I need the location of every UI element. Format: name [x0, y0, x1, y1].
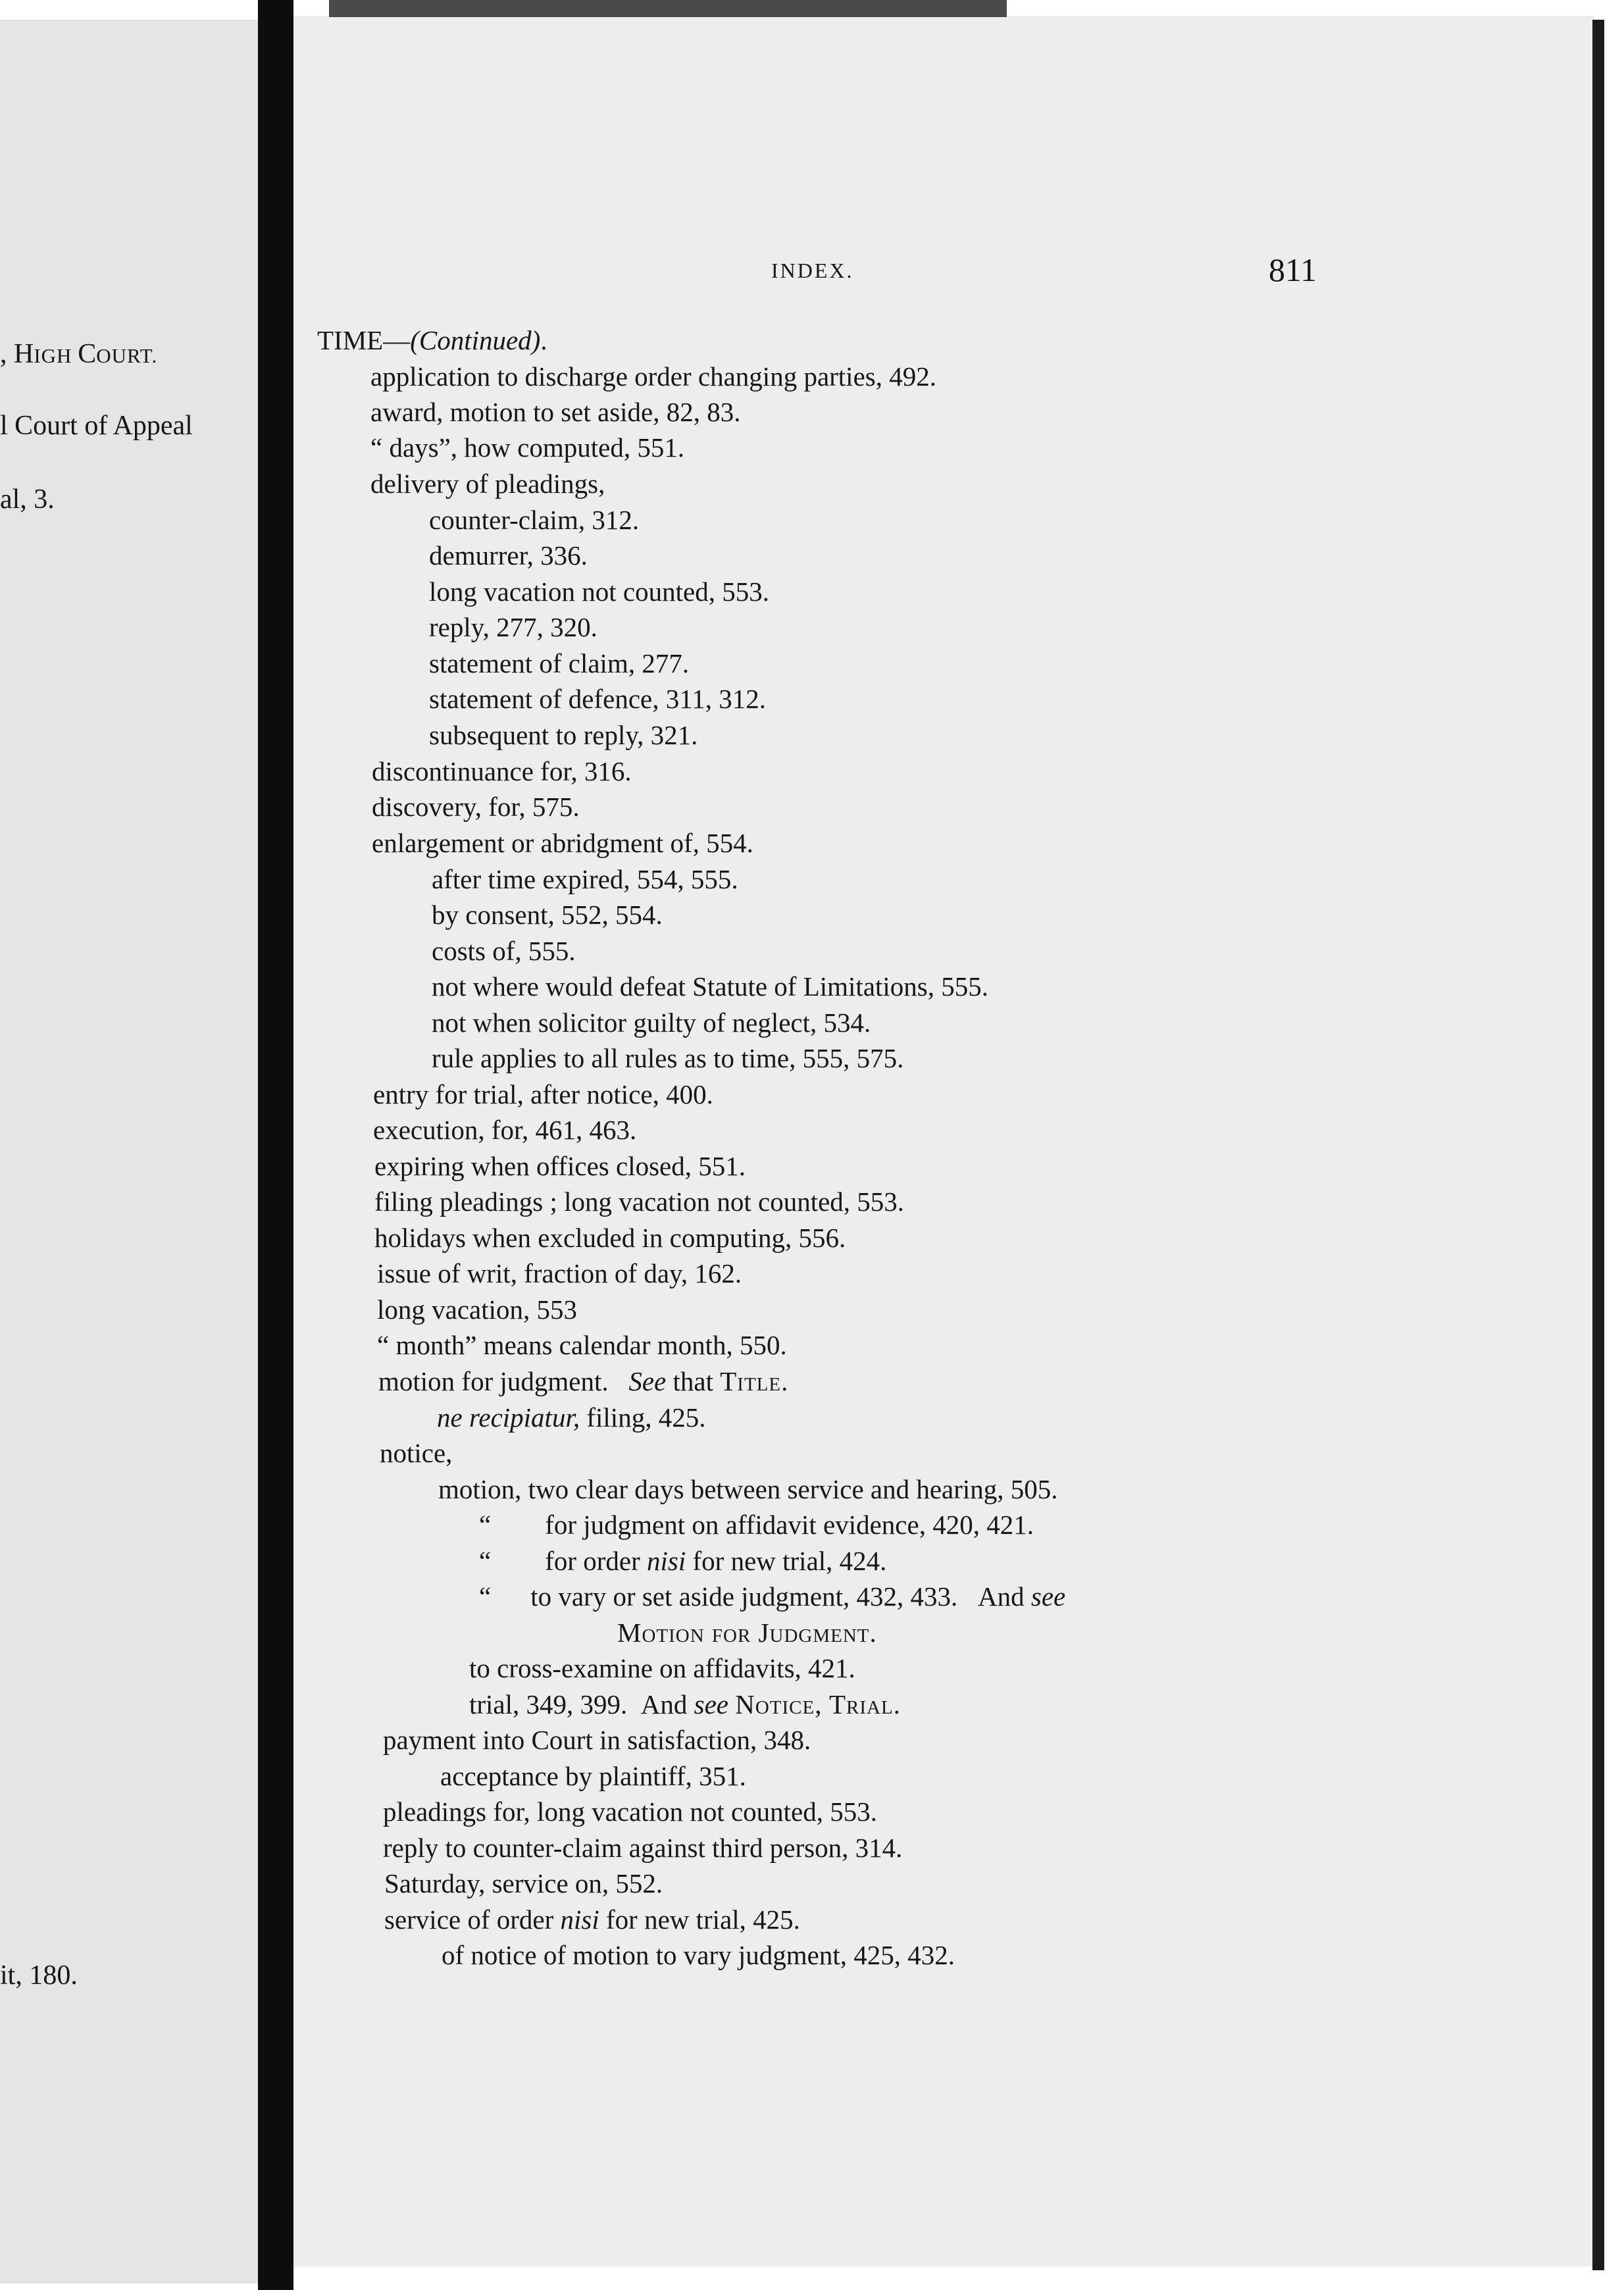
page-number: 811 — [1269, 251, 1317, 288]
index-entry: filing pleadings ; long vacation not counted, 553. — [374, 1186, 905, 1217]
index-subentry — [479, 1548, 886, 1575]
page-edge-shadow — [1592, 20, 1604, 2270]
index-entry: award, motion to set aside, 82, 83. — [370, 397, 741, 427]
page-top-shadow — [329, 0, 1007, 17]
latin-term: nisi — [647, 1546, 686, 1576]
index-entry: payment into Court in satisfaction, 348. — [383, 1725, 811, 1755]
entry-text: for order — [545, 1546, 640, 1576]
cross-reference-title: Title. — [720, 1366, 789, 1396]
facing-page-fragment: it, 180. — [0, 1960, 78, 1991]
entry-text: And — [978, 1581, 1025, 1612]
heading-term: TIME— — [317, 325, 411, 355]
facing-page — [0, 20, 259, 2283]
index-subentry: costs of, 555. — [432, 936, 576, 966]
index-entry: holidays when excluded in computing, 556. — [374, 1223, 846, 1253]
index-subentry: rule applies to all rules as to time, 555, 575. — [432, 1043, 904, 1073]
cross-reference-title: Motion for Judgment. — [617, 1617, 877, 1648]
entry-text: service of order — [384, 1904, 554, 1935]
index-subentry — [437, 1404, 705, 1431]
index-entry: issue of writ, fraction of day, 162. — [377, 1258, 742, 1288]
index-subentry — [479, 1512, 1034, 1539]
index-subentry: long vacation not counted, 553. — [429, 576, 769, 607]
running-head: INDEX. — [771, 259, 854, 282]
cross-reference-see: see — [694, 1689, 728, 1719]
index-entry: entry for trial, after notice, 400. — [373, 1079, 713, 1109]
index-subentry — [469, 1691, 901, 1718]
index-entry: delivery of pleadings, — [370, 469, 605, 499]
index-entry: notice, — [380, 1438, 453, 1468]
index-subentry: to cross-examine on affidavits, 421. — [469, 1653, 855, 1683]
index-subentry: subsequent to reply, 321. — [429, 720, 698, 750]
index-subentry: reply, 277, 320. — [429, 612, 597, 642]
book-gutter — [258, 0, 293, 2290]
heading-continued: (Continued) — [410, 325, 541, 355]
entry-text: for judgment on affidavit evidence, 420, 421. — [545, 1510, 1034, 1540]
fragment-text: , H — [0, 339, 34, 369]
index-subentry: not when solicitor guilty of neglect, 534. — [432, 1007, 871, 1038]
fragment-text: OURT. — [96, 344, 158, 367]
entry-text: to vary or set aside judgment, 432, 433. — [530, 1581, 958, 1612]
entry-text: for new trial, 425. — [606, 1904, 800, 1935]
latin-term: ne recipiatur, — [437, 1402, 580, 1433]
index-subentry: of notice of motion to vary judgment, 425, 432. — [442, 1940, 955, 1970]
index-subentry: motion, two clear days between service and hearing, 505. — [438, 1474, 1058, 1504]
index-subentry: after time expired, 554, 555. — [432, 864, 738, 894]
index-entry: “ days”, how computed, 551. — [370, 432, 685, 463]
index-heading — [317, 327, 547, 354]
ditto-mark: “ — [479, 1510, 492, 1540]
entry-text: And — [640, 1689, 688, 1719]
heading-period: . — [540, 325, 547, 355]
facing-page-fragment: al, 3. — [0, 484, 55, 515]
index-subentry: statement of claim, 277. — [429, 648, 690, 678]
index-entry — [378, 1368, 788, 1395]
entry-text: trial, 349, 399. — [469, 1689, 628, 1719]
facing-page-fragment: l Court of Appeal — [0, 411, 193, 441]
index-entry: application to discharge order changing parties, 492. — [370, 361, 936, 392]
index-entry: execution, for, 461, 463. — [373, 1115, 637, 1145]
fragment-text: IGH — [34, 344, 78, 367]
index-entry: enlargement or abridgment of, 554. — [372, 828, 753, 858]
index-entry: Saturday, service on, 552. — [384, 1868, 663, 1898]
index-entry: “ month” means calendar month, 550. — [377, 1330, 787, 1360]
index-entry: discontinuance for, 316. — [372, 756, 632, 786]
index-subentry: statement of defence, 311, 312. — [429, 684, 766, 714]
entry-text: for new trial, 424. — [692, 1546, 887, 1576]
index-subentry: not where would defeat Statute of Limitations, 555. — [432, 971, 989, 1002]
entry-text: that — [672, 1366, 713, 1396]
index-subentry: acceptance by plaintiff, 351. — [440, 1761, 746, 1791]
facing-page-fragment — [0, 338, 157, 370]
latin-term: nisi — [560, 1904, 599, 1935]
index-entry: pleadings for, long vacation not counted, 553. — [383, 1796, 877, 1827]
index-entry: discovery, for, 575. — [372, 792, 580, 822]
index-entry: reply to counter-claim against third person, 314. — [383, 1833, 903, 1863]
index-entry: long vacation, 553 — [377, 1294, 578, 1325]
ditto-mark: “ — [479, 1581, 492, 1612]
entry-text: filing, 425. — [586, 1402, 706, 1433]
cross-reference-see: See — [628, 1366, 667, 1396]
index-subentry — [479, 1583, 1065, 1610]
entry-text: motion for judgment. — [378, 1366, 609, 1396]
index-subentry: counter-claim, 312. — [429, 505, 640, 535]
fragment-text: C — [78, 339, 97, 369]
index-subentry: demurrer, 336. — [429, 540, 588, 571]
index-entry: expiring when offices closed, 551. — [374, 1151, 746, 1181]
cross-reference-see: see — [1030, 1581, 1066, 1612]
index-subentry: by consent, 552, 554. — [432, 900, 663, 930]
ditto-mark: “ — [479, 1546, 492, 1576]
index-entry — [384, 1906, 800, 1933]
cross-reference-title: Notice, Trial. — [735, 1689, 901, 1719]
